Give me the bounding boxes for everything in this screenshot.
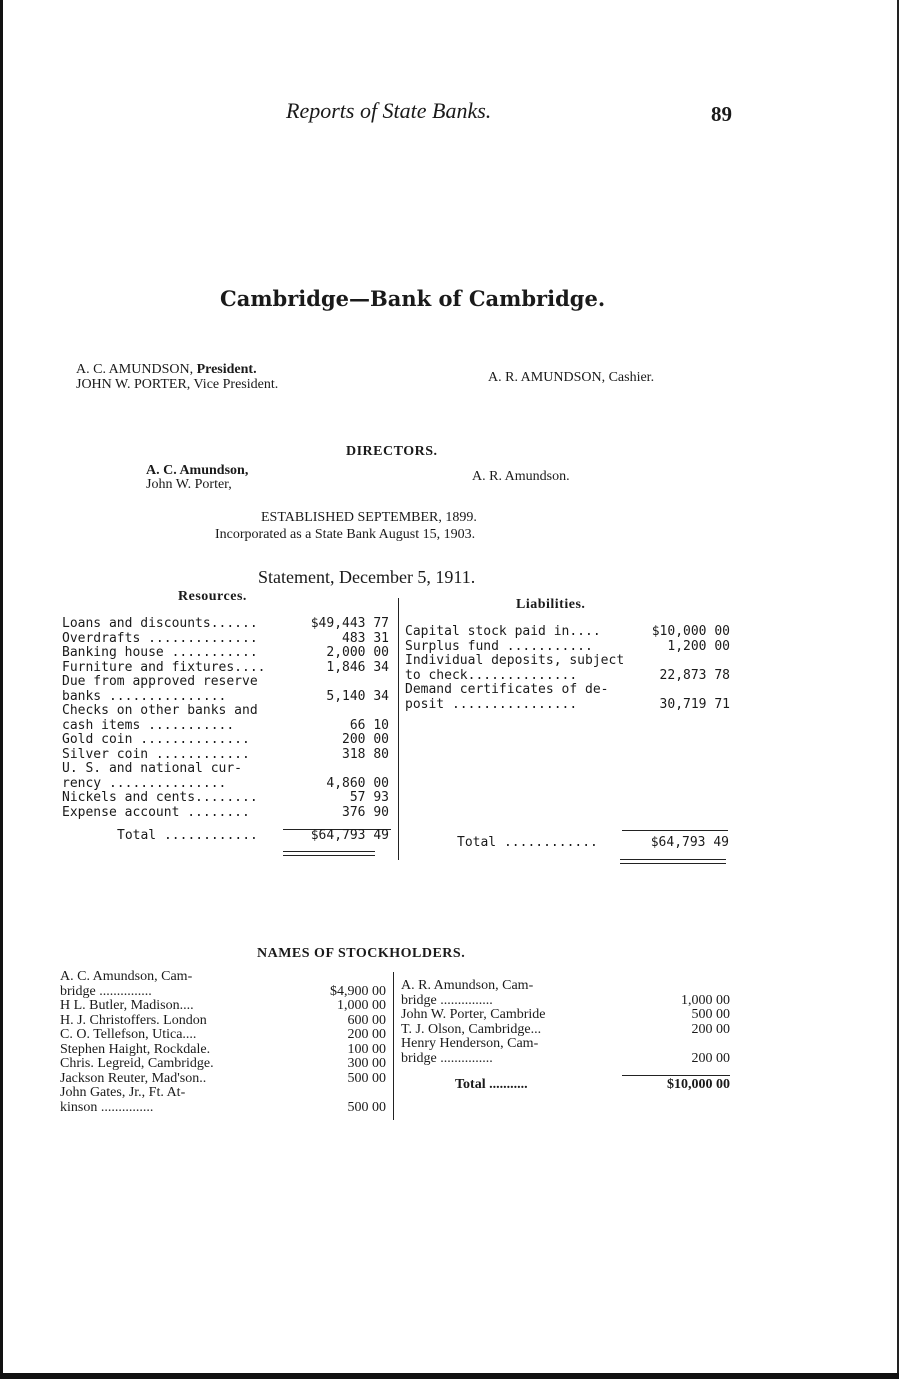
resource-row-amount: 57 93 (349, 790, 389, 805)
resource-row-label: Overdrafts .............. (62, 630, 258, 646)
statement-column-divider (398, 598, 399, 860)
resource-row-label: Checks on other banks and (62, 703, 258, 718)
resource-row-label: Banking house ........... (62, 645, 258, 660)
incorporated-line: Incorporated as a State Bank August 15, 1903. (215, 527, 476, 542)
resource-row-label: Silver coin ............ (62, 746, 250, 762)
liability-row-label: Individual deposits, subject (405, 653, 625, 668)
liability-row-amount: $10,000 00 (651, 624, 730, 639)
stockholders-heading: NAMES OF STOCKHOLDERS. (257, 946, 466, 961)
stockholder-row-label: Chris. Legreid, Cambridge. (60, 1056, 214, 1071)
president-name: A. C. AMUNDSON, (76, 362, 194, 377)
liability-row-label: to check.............. (405, 667, 578, 683)
stockholder-row-label: H L. Butler, Madison.... (60, 998, 194, 1013)
stockholder-row-amount: 300 00 (347, 1056, 386, 1071)
bank-title: Cambridge—Bank of Cambridge. (220, 286, 606, 311)
stockholder-row-label: Henry Henderson, Cam- (401, 1036, 539, 1051)
stockholder-row-amount: 200 00 (347, 1027, 386, 1042)
stockholder-row-amount: 500 00 (347, 1070, 386, 1086)
stockholder-row-label: bridge ............... (60, 983, 152, 999)
stockholders-total-label: Total ........... (455, 1077, 528, 1092)
running-title: Reports of State Banks. (286, 98, 492, 123)
stockholders-total-rule (622, 1075, 730, 1076)
resource-row-label: banks ............... (62, 688, 227, 704)
stockholder-row-label: kinson ............... (60, 1099, 154, 1115)
resource-row-amount: 66 10 (349, 717, 389, 733)
stockholder-row-amount: $4,900 00 (330, 983, 386, 999)
resource-row-amount: 318 80 (342, 746, 389, 762)
stockholder-row-amount: 500 00 (347, 1099, 386, 1115)
resource-row-label: cash items ........... (62, 717, 235, 733)
liability-row-amount: 30,719 71 (659, 696, 730, 712)
stockholder-row-amount: 600 00 (347, 1012, 386, 1028)
resource-row-label: U. S. and national cur- (62, 761, 243, 776)
stockholder-row-label: A. R. Amundson, Cam- (401, 978, 534, 993)
president-line (76, 363, 257, 376)
liability-row-label: Capital stock paid in.... (405, 624, 601, 639)
directors-heading: DIRECTORS. (346, 444, 438, 459)
stockholder-row-amount: 500 00 (691, 1007, 730, 1022)
stockholder-row-label: John W. Porter, Cambride (401, 1007, 546, 1022)
stockholder-row-amount: 100 00 (347, 1041, 386, 1057)
statement-title: Statement, December 5, 1911. (258, 567, 476, 587)
liabilities-total-amount: $64,793 49 (650, 835, 729, 850)
stockholder-row-amount: 1,000 00 (337, 998, 386, 1013)
liabilities-total-rule (622, 830, 728, 831)
resource-row-label: Nickels and cents........ (62, 790, 258, 805)
stockholder-row-label: John Gates, Jr., Ft. At- (60, 1085, 186, 1100)
resources-total-amount: $64,793 49 (310, 828, 389, 843)
scan-left-edge (0, 0, 3, 1379)
resource-row-amount: 4,860 00 (326, 775, 389, 791)
resources-double-rule-1 (283, 851, 375, 852)
liabilities-total-label: Total ............ (457, 835, 598, 850)
vice-president-line: JOHN W. PORTER, Vice President. (76, 377, 279, 392)
resource-row-amount: 5,140 34 (326, 688, 389, 704)
resource-row-amount: 376 90 (342, 804, 389, 820)
resource-row-amount: 1,846 34 (326, 659, 389, 675)
stockholder-row-amount: 200 00 (691, 1050, 730, 1066)
liability-row-label: Demand certificates of de- (405, 682, 609, 697)
stockholder-row-label: H. J. Christoffers. London (60, 1012, 207, 1028)
resources-total-label: Total ............ (117, 828, 258, 843)
stockholder-row-label: bridge ............... (401, 992, 493, 1008)
stockholder-row-label: A. C. Amundson, Cam- (60, 969, 193, 984)
director-2: John W. Porter, (146, 477, 232, 492)
established-line: ESTABLISHED SEPTEMBER, 1899. (261, 510, 477, 525)
stockholder-row-amount: 200 00 (691, 1021, 730, 1037)
resource-row-amount: $49,443 77 (310, 616, 389, 631)
scan-bottom-edge (0, 1373, 899, 1379)
stockholder-row-label: Jackson Reuter, Mad'son.. (60, 1070, 207, 1086)
stockholder-row-label: C. O. Tellefson, Utica.... (60, 1027, 197, 1042)
liability-row-label: posit ................ (405, 696, 578, 712)
resources-double-rule-2 (283, 855, 375, 856)
resource-row-label: rency ............... (62, 775, 227, 791)
stockholders-total-amount: $10,000 00 (667, 1077, 730, 1092)
stockholder-row-label: Stephen Haight, Rockdale. (60, 1041, 211, 1057)
director-3: A. R. Amundson. (472, 469, 570, 484)
liabilities-heading: Liabilities. (516, 597, 586, 612)
president-title: President. (196, 362, 257, 377)
resource-row-label: Due from approved reserve (62, 674, 258, 689)
stockholder-row-amount: 1,000 00 (681, 992, 730, 1008)
stockholders-column-divider (393, 972, 394, 1120)
cashier-line: A. R. AMUNDSON, Cashier. (488, 370, 655, 385)
resource-row-label: Gold coin .............. (62, 732, 250, 747)
resource-row-label: Loans and discounts...... (62, 616, 258, 631)
liabilities-double-rule-1 (620, 859, 726, 860)
stockholder-row-label: bridge ............... (401, 1050, 493, 1066)
resource-row-label: Expense account ........ (62, 804, 250, 820)
liabilities-double-rule-2 (620, 863, 726, 864)
resource-row-amount: 200 00 (342, 732, 389, 747)
director-1: A. C. Amundson, (146, 463, 249, 478)
stockholder-row-label: T. J. Olson, Cambridge... (401, 1021, 542, 1037)
resource-row-amount: 483 31 (342, 630, 389, 646)
resource-row-label: Furniture and fixtures.... (62, 659, 266, 675)
liability-row-amount: 1,200 00 (667, 638, 730, 654)
liability-row-amount: 22,873 78 (659, 667, 730, 683)
resource-row-amount: 2,000 00 (326, 645, 389, 660)
page-number: 89 (711, 102, 732, 126)
liability-row-label: Surplus fund ........... (405, 638, 593, 654)
resources-heading: Resources. (178, 589, 247, 604)
